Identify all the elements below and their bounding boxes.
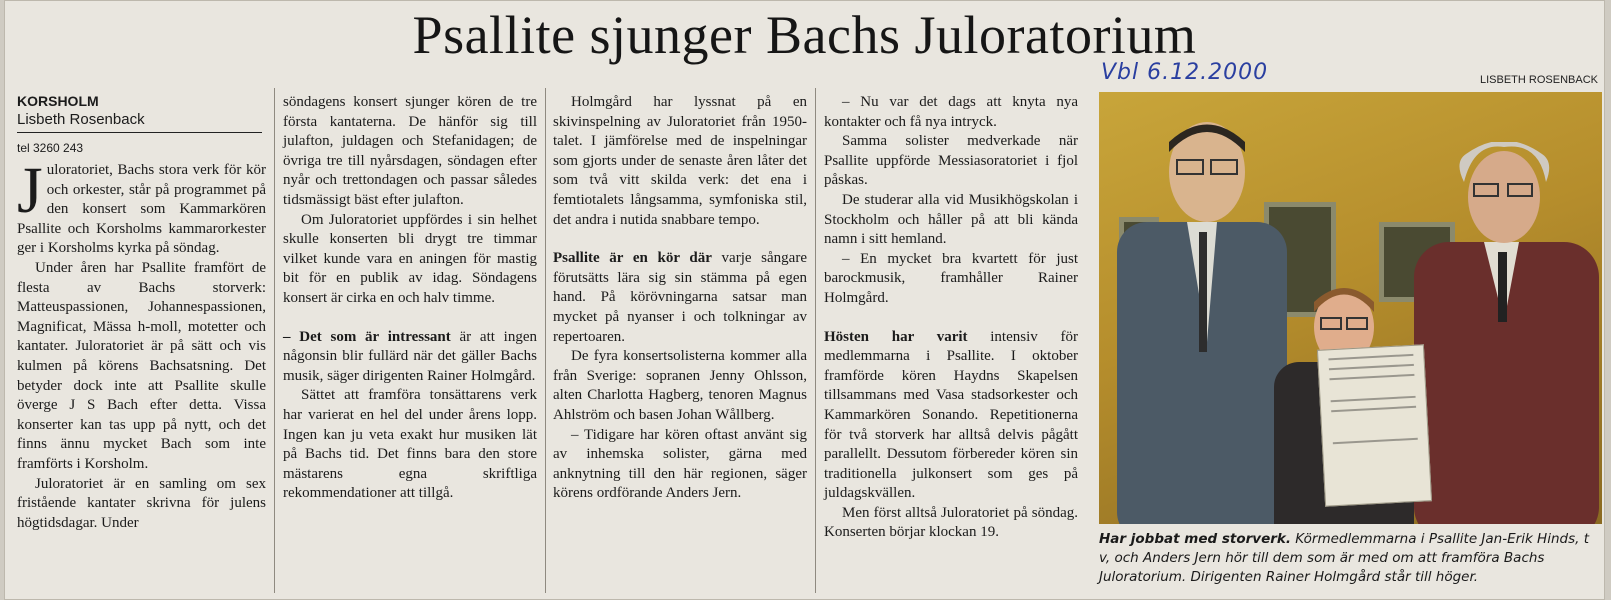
- article-column-3: [553, 93, 807, 504]
- subheading-paragraph: Hösten har varit intensiv för medlemmarna i Psallite. I oktober framförde kören Haydns Skapelsen tillsammans med Vasa stadsorkester och Kammarkören Sonando. Repetitionerna för två storverk har alltså delvis pågått parallellt. Dessutom förbereder kören sin traditionella julkonsert som ges på juldagskvällen.: [824, 328, 1078, 502]
- article-column-1: [17, 93, 266, 533]
- subheading: Psallite är en kör där: [553, 250, 712, 267]
- article-paragraph: söndagens konsert sjunger kören de tre första kantaterna. De hänför sig till julafton, juldagen och Stefanidagen; de övriga tre till nyårsdagen, söndagen efter nyår och trettondagen och passar således tidsmässigt bäst efter julafton.: [283, 94, 537, 208]
- article-column-2: [283, 93, 537, 504]
- article-paragraph: De fyra konsertsolisterna kommer alla från Sverige: sopranen Jenny Ohlsson, alten Charlotta Hagberg, tenoren Magnus Ahlström och basen Johan Wållberg.: [553, 348, 807, 423]
- photo-credit: LISBETH ROSENBACK: [1480, 74, 1598, 86]
- article-paragraph: Samma solister medverkade när Psallite uppförde Messiasoratoriet i fjol påskas.: [824, 133, 1078, 189]
- column-divider: [815, 88, 816, 593]
- column-divider: [545, 88, 546, 593]
- article-paragraph: Om Juloratoriet uppfördes i sin helhet skulle konserten bli drygt tre timmar vilket kunde vara en aningen för mastig bit för en publik av idag. Söndagens konsert är cirka en och halv timme.: [283, 211, 537, 306]
- article-paragraph: De studerar alla vid Musikhögskolan i Stockholm och håller på att bli kända namn i sitt hemland.: [824, 191, 1078, 248]
- article-paragraph: Men först alltså Juloratoriet på söndag. Konserten börjar klockan 19.: [824, 504, 1078, 541]
- article-paragraph: Under åren har Psallite framfört de flesta av Bachs storverk: Matteuspassionen, Johannespassionen, Magnificat, Mässa h-moll, motetter och kantater. Juloratoriet är på sätt och vis kulmen på körens Bachsatsning. Det betyder dock inte att Psallite skulle överge J S Bach efter detta. Vissa konserter kan tas upp på nytt, och det finns ännu mycket Bach som inte framförts i Korsholm.: [17, 259, 266, 472]
- column-divider: [274, 88, 275, 593]
- headline: Psallite sjunger Bachs Juloratorium: [412, 5, 1197, 65]
- article-paragraph: Juloratoriet är en samling om sex fristående kantater skrivna för julens högtidsdagar. Under: [17, 475, 266, 531]
- photo-caption: Har jobbat med storverk. Körmedlemmarna i Psallite Jan-Erik Hinds, t v, och Anders Jern hör till dem som är med om att framföra Bachs Juloratorium. Dirigenten Rainer Holmgård står till höger.: [1099, 531, 1589, 585]
- drop-cap: J: [17, 154, 43, 227]
- article-paragraph: – Nu var det dags att knyta nya kontakter och få nya intryck.: [824, 94, 1078, 130]
- newspaper-clipping: [4, 0, 1605, 600]
- article-paragraph: Sättet att framföra tonsättarens verk har varierat en hel del under årens lopp. Ingen kan ju veta exakt hur musiken lät på Bachs tid. Det finns bara den store mästarens egna skriftliga rekommendationer att tillgå.: [283, 387, 537, 502]
- handwritten-date-note: Vbl 6.12.2000: [1101, 60, 1269, 85]
- article-paragraph: Juloratoriet, Bachs stora verk för kör och orkester, står på programmet på den konsert som Kammarkören Psallite och Korsholms kammarorkester ger i Korsholms kyrka på söndag.: [17, 154, 266, 257]
- certificate-document: [1317, 344, 1432, 506]
- subheading-paragraph: – Det som är intressant är att ingen någonsin blir fullärd när det gäller Bachs musik, säger dirigenten Rainer Holmgård.: [283, 328, 537, 384]
- caption-heading: Har jobbat med storverk.: [1099, 531, 1291, 547]
- subheading-paragraph: Psallite är en kör där varje sångare förutsätts lära sig sin stämma på egen hand. På körövningarna satsar man mycket på nyanser i och tolkningar av repertoaren.: [553, 250, 807, 345]
- article-column-4: [824, 93, 1078, 543]
- person-right-figure: [1404, 142, 1602, 524]
- article-paragraph: – Tidigare har kören oftast använt sig av inhemska solister, gärna med anknytning till den här regionen, säger körens ordförande Anders Jern.: [553, 426, 807, 502]
- dateline: KORSHOLM: [17, 93, 99, 109]
- subheading: – Det som är intressant: [283, 328, 451, 345]
- news-photo: [1099, 92, 1602, 524]
- subheading: Hösten har varit: [824, 328, 968, 345]
- article-paragraph: – En mycket bra kvartett för just barockmusik, framhåller Rainer Holmgård.: [824, 250, 1078, 306]
- author-name: Lisbeth Rosenback: [17, 110, 262, 133]
- article-paragraph: Holmgård har lyssnat på en skivinspelning av Juloratoriet från 1950-talet. I jämförelse med de inspelningar som gjorts under de senaste åren låter det som två vitt skilda verk: det ena i femtiotalets långsamma, symfoniska stil, det andra i nutida snabbare tempo.: [553, 94, 807, 228]
- author-phone: tel 3260 243: [17, 141, 84, 155]
